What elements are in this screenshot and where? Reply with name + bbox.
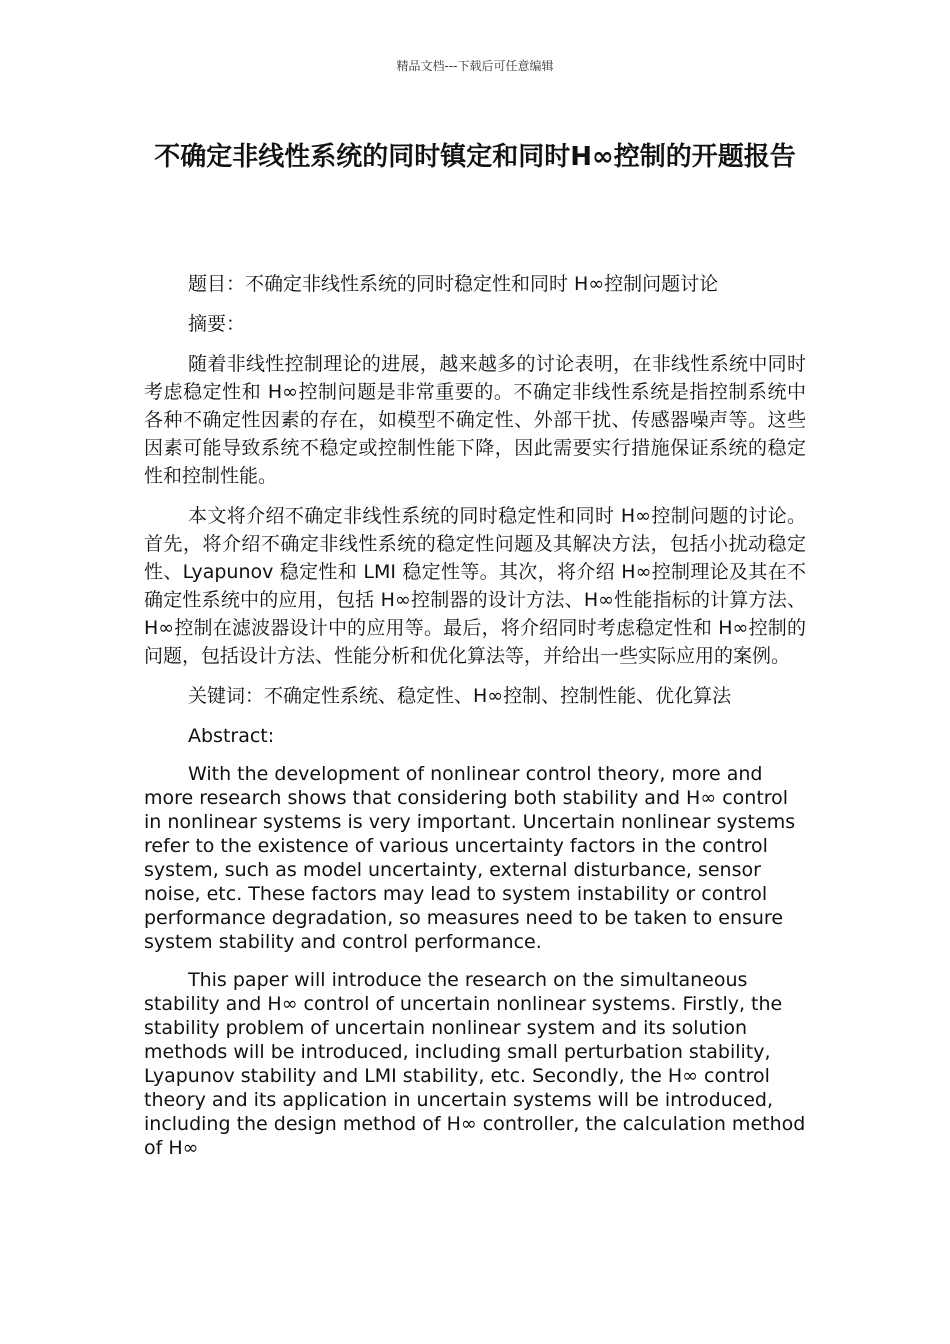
chinese-paragraph-1: 随着非线性控制理论的进展，越来越多的讨论表明，在非线性系统中同时考虑稳定性和 H∞控制问题是非常重要的。不确定非线性系统是指控制系统中各种不确定性因素的存在，如模型不确定性、外部干扰、传感器噪声等。这些因素可能导致系统不稳定或控制性能下降，因此需要实行措施保证系统的稳定性和控制性能。 [144, 353, 806, 487]
keywords-line: 关键词：不确定性系统、稳定性、H∞控制、控制性能、优化算法 [188, 685, 732, 707]
abstract-label: 摘要： [188, 313, 246, 335]
abstract-en-label: Abstract: [188, 725, 275, 747]
english-paragraph-2: This paper will introduce the research on the simultaneous stability and H∞ control of uncertain nonlinear systems. Firstly, the stability problem of uncertain nonlinear system and its solution methods will be introduced, including small perturbation stability, Lyapunov stability and LMI stability, etc. Secondly, the H∞ control theory and its application in uncertain systems will be introduced, including the design method of H∞ controller, the calculation method of H∞ [144, 969, 806, 1159]
topic-line: 题目：不确定非线性系统的同时稳定性和同时 H∞控制问题讨论 [188, 273, 719, 295]
english-paragraph-1: With the development of nonlinear control theory, more and more research shows that considering both stability and H∞ control in nonlinear systems is very important. Uncertain nonlinear systems refer to the existence of various uncertainty factors in the control system, such as model uncertainty, external disturbance, sensor noise, etc. These factors may lead to system instability or control performance degradation, so measures need to be taken to ensure system stability and control performance. [144, 763, 796, 953]
page-title: 不确定非线性系统的同时镇定和同时H∞控制的开题报告 [154, 142, 796, 172]
header-note: 精品文档---下载后可任意编辑 [396, 59, 554, 73]
chinese-paragraph-2: 本文将介绍不确定非线性系统的同时稳定性和同时 H∞控制问题的讨论。首先，将介绍不确定非线性系统的稳定性问题及其解决方法，包括小扰动稳定性、Lyapunov 稳定性和 LMI 稳定性等。其次，将介绍 H∞控制理论及其在不确定性系统中的应用，包括 H∞控制器的设计方法、H∞性能指标的计算方法、H∞控制在滤波器设计中的应用等。最后，将介绍同时考虑稳定性和 H∞控制的问题，包括设计方法、性能分析和优化算法等，并给出一些实际应用的案例。 [144, 505, 806, 667]
document-body [144, 270, 806, 1174]
